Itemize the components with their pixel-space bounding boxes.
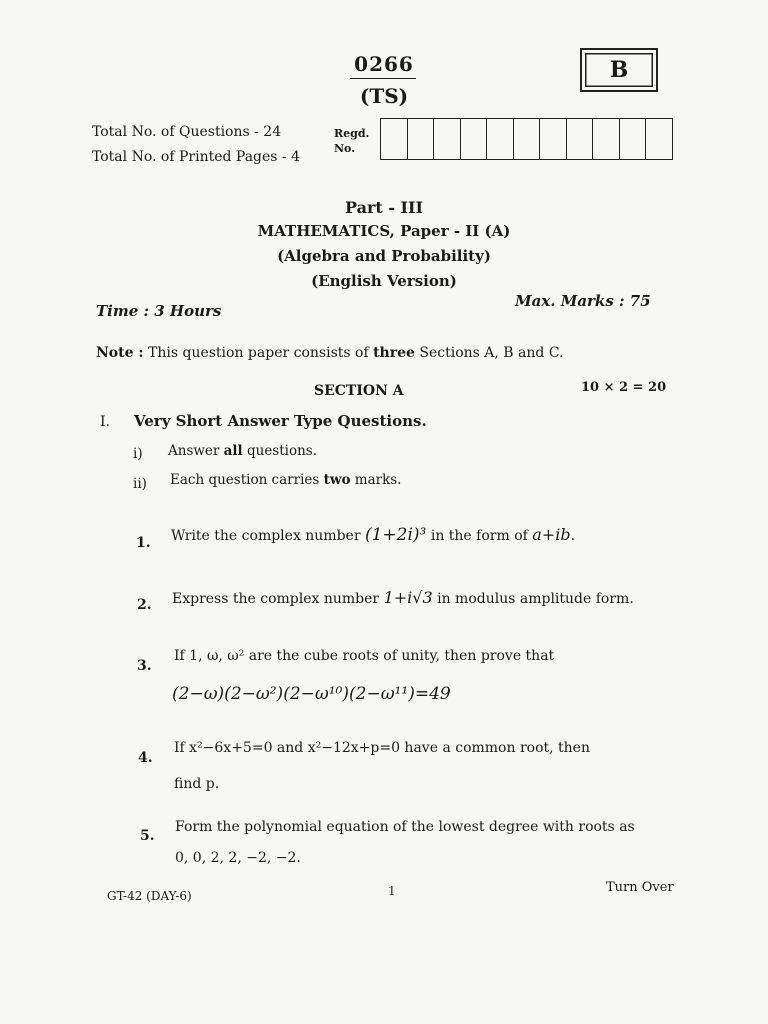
question-number: 3. — [137, 658, 152, 674]
section-a-marks: 10 × 2 = 20 — [581, 380, 667, 395]
subject-title: MATHEMATICS, Paper - II (A) — [257, 222, 511, 240]
question-text: Form the polynomial equation of the lowest degree with roots as — [175, 819, 635, 835]
regd-box[interactable] — [567, 119, 594, 159]
note — [96, 345, 563, 361]
instruction-text-suffix: marks. — [350, 472, 402, 488]
question-text: If 1, ω, ω² are the cube roots of unity, then prove that — [174, 648, 555, 664]
question-text-c: . — [570, 528, 576, 544]
instruction-text-bold: all — [223, 443, 243, 459]
regd-box[interactable] — [620, 119, 647, 159]
question-text — [172, 588, 634, 607]
paper-code: 0266 — [354, 52, 414, 76]
question-text-a: Write the complex number — [171, 528, 365, 544]
section-a-title: SECTION A — [314, 383, 404, 399]
footer-code: GT-42 (DAY-6) — [107, 889, 192, 903]
instruction-text — [168, 443, 317, 459]
exam-time: Time : 3 Hours — [96, 302, 222, 320]
regd-label-line1: Regd. — [334, 127, 370, 140]
question-text — [171, 525, 575, 545]
question-text-b: in the form of — [426, 528, 533, 544]
question-number: 1. — [136, 535, 151, 551]
instruction-number: i) — [133, 446, 143, 462]
instruction-text-prefix: Each question carries — [170, 472, 324, 488]
section-heading: Very Short Answer Type Questions. — [134, 412, 427, 430]
topic-title: (Algebra and Probability) — [277, 247, 491, 265]
paper-code-rule — [350, 78, 416, 79]
page-number: 1 — [388, 884, 396, 898]
question-number: 4. — [138, 750, 153, 766]
regd-box[interactable] — [434, 119, 461, 159]
regd-box[interactable] — [540, 119, 567, 159]
question-equation: (2−ω)(2−ω²)(2−ω¹⁰)(2−ω¹¹)=49 — [172, 684, 451, 704]
note-text-suffix: Sections A, B and C. — [414, 345, 564, 361]
question-math: (1+2i)³ — [364, 525, 427, 545]
regd-number-boxes[interactable] — [380, 118, 673, 160]
note-label: Note : — [96, 345, 144, 361]
total-pages: Total No. of Printed Pages - 4 — [92, 149, 301, 165]
set-label-box: B — [580, 48, 658, 92]
regd-label-line2: No. — [334, 142, 356, 155]
question-text-a: Express the complex number — [172, 591, 384, 607]
version-title: (English Version) — [311, 272, 457, 290]
question-text-continued: 0, 0, 2, 2, −2, −2. — [175, 850, 301, 866]
question-number: 5. — [140, 828, 155, 844]
regd-box[interactable] — [646, 119, 672, 159]
turn-over-label: Turn Over — [606, 880, 674, 895]
part-title: Part - III — [344, 198, 424, 217]
regd-box[interactable] — [461, 119, 488, 159]
max-marks: Max. Marks : 75 — [515, 292, 651, 310]
section-roman-numeral: I. — [100, 414, 110, 430]
instruction-text-suffix: questions. — [242, 443, 318, 459]
paper-code-sub: (TS) — [359, 84, 409, 108]
regd-box[interactable] — [408, 119, 435, 159]
regd-label — [334, 126, 369, 156]
question-number: 2. — [137, 597, 152, 613]
instruction-text — [170, 472, 401, 488]
question-text: If x²−6x+5=0 and x²−12x+p=0 have a common root, then — [174, 740, 590, 756]
instruction-number: ii) — [133, 476, 147, 492]
note-text-prefix: This question paper consists of — [148, 345, 374, 361]
regd-box[interactable] — [514, 119, 541, 159]
regd-box[interactable] — [487, 119, 514, 159]
regd-box[interactable] — [381, 119, 408, 159]
total-questions: Total No. of Questions - 24 — [92, 124, 282, 140]
question-math-2: a+ib — [532, 525, 571, 544]
regd-box[interactable] — [593, 119, 620, 159]
instruction-text-bold: two — [323, 472, 351, 488]
note-text-bold: three — [373, 345, 415, 361]
question-text-b: in modulus amplitude form. — [432, 591, 634, 607]
question-text-continued: find p. — [174, 776, 220, 792]
question-math: 1+i√3 — [383, 588, 433, 607]
instruction-text-prefix: Answer — [168, 443, 224, 459]
